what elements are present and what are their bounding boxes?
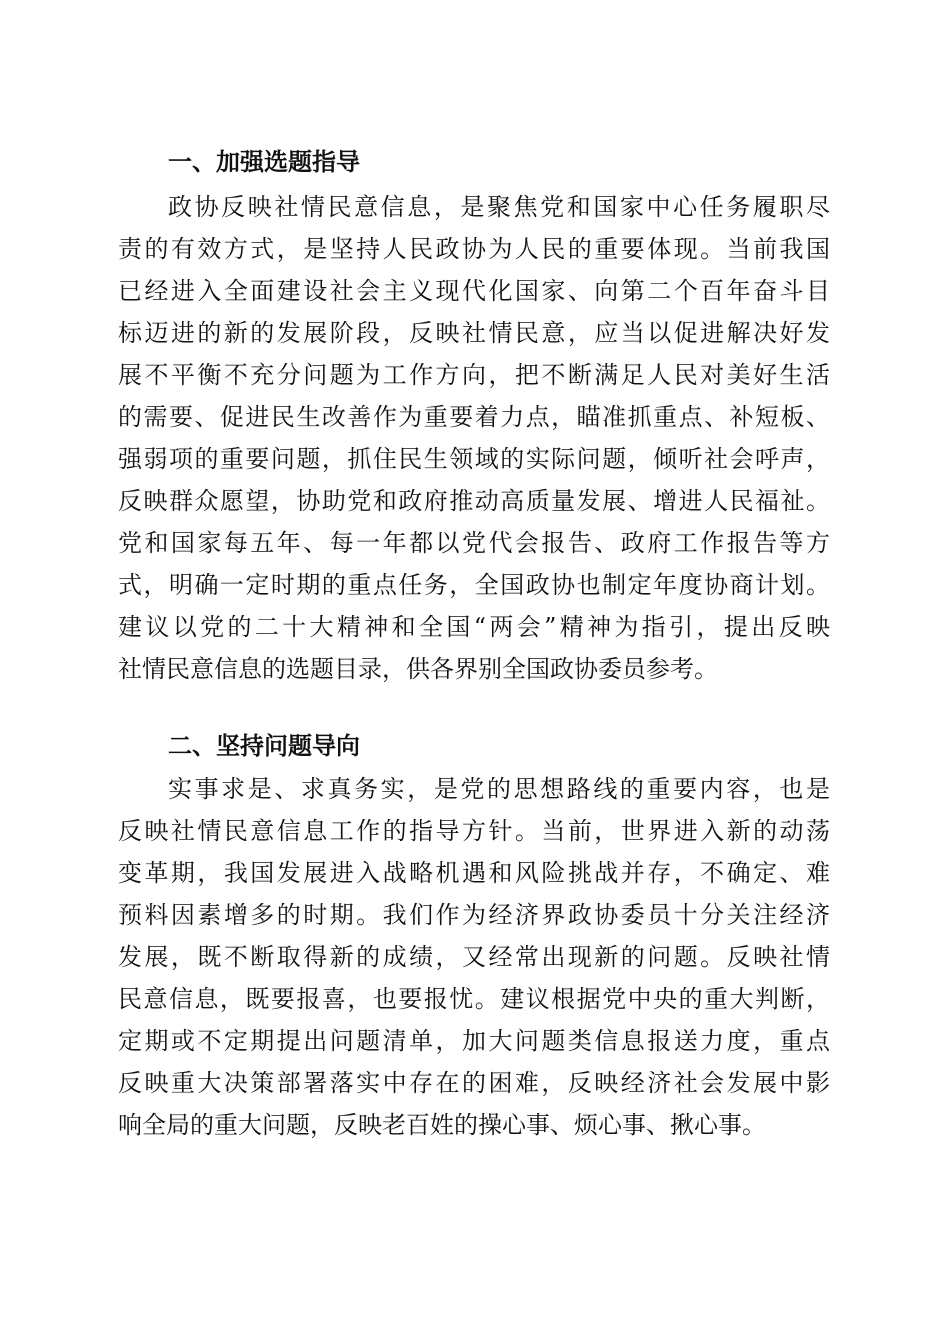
paragraph-line: 定期或不定期提出问题清单，加大问题类信息报送力度，重点 xyxy=(118,1027,830,1055)
paragraph-line: 变革期，我国发展进入战略机遇和风险挑战并存，不确定、难 xyxy=(118,859,830,887)
paragraph-line: 社情民意信息的选题目录，供各界别全国政协委员参考。 xyxy=(118,655,718,683)
section-1-heading: 一、加强选题指导 xyxy=(168,148,360,176)
paragraph-line: 反映重大决策部署落实中存在的困难，反映经济社会发展中影 xyxy=(118,1069,830,1097)
paragraph-line: 的需要、促进民生改善作为重要着力点，瞄准抓重点、补短板、 xyxy=(118,403,830,431)
paragraph-line: 响全局的重大问题，反映老百姓的操心事、烦心事、揪心事。 xyxy=(118,1111,766,1139)
paragraph-line: 发展，既不断取得新的成绩，又经常出现新的问题。反映社情 xyxy=(118,943,830,971)
paragraph-line: 展不平衡不充分问题为工作方向，把不断满足人民对美好生活 xyxy=(118,361,830,389)
paragraph-line: 建议以党的二十大精神和全国“两会”精神为指引，提出反映 xyxy=(118,613,830,641)
paragraph-line: 反映社情民意信息工作的指导方针。当前，世界进入新的动荡 xyxy=(118,817,830,845)
paragraph-line: 实事求是、求真务实，是党的思想路线的重要内容，也是 xyxy=(168,775,830,803)
paragraph-line: 式，明确一定时期的重点任务，全国政协也制定年度协商计划。 xyxy=(118,571,830,599)
paragraph-line: 民意信息，既要报喜，也要报忧。建议根据党中央的重大判断， xyxy=(118,985,830,1013)
paragraph-line: 已经进入全面建设社会主义现代化国家、向第二个百年奋斗目 xyxy=(118,277,830,305)
paragraph-line: 责的有效方式，是坚持人民政协为人民的重要体现。当前我国 xyxy=(118,235,830,263)
paragraph-line: 党和国家每五年、每一年都以党代会报告、政府工作报告等方 xyxy=(118,529,830,557)
section-1-paragraph xyxy=(118,186,830,690)
section-2-heading: 二、坚持问题导向 xyxy=(168,732,360,760)
paragraph-line: 强弱项的重要问题，抓住民生领域的实际问题，倾听社会呼声， xyxy=(118,445,830,473)
section-2-paragraph xyxy=(118,768,830,1146)
paragraph-line: 反映群众愿望，协助党和政府推动高质量发展、增进人民福祉。 xyxy=(118,487,830,515)
paragraph-line: 政协反映社情民意信息，是聚焦党和国家中心任务履职尽 xyxy=(168,193,830,221)
paragraph-line: 标迈进的新的发展阶段，反映社情民意，应当以促进解决好发 xyxy=(118,319,830,347)
paragraph-line: 预料因素增多的时期。我们作为经济界政协委员十分关注经济 xyxy=(118,901,830,929)
